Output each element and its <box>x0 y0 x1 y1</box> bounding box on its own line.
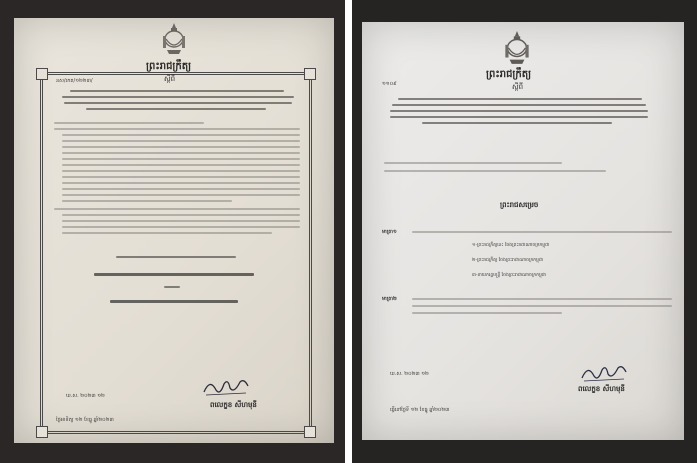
article-2-label: មាត្រា២ <box>382 296 397 302</box>
article-item-2: ២-ព្រះរាជក្រឹត្យ ចែងព្រះរាជាណាចក្រកម្ពុជា <box>472 258 544 263</box>
signer-name: ពលេក្ខខ សីហមុនី <box>578 385 625 393</box>
article-item-1: ១-ព្រះរាជក្រឹត្យនេះ ចែងព្រះរាជាណាចក្រកម្ពុជា <box>472 243 550 248</box>
document-title: ព្រះរាជក្រឹត្យ <box>146 61 192 72</box>
reference-number: ១១០៩ <box>382 81 397 87</box>
date-line: ថ្ងៃអាទិត្យ ១២ ខែធ្នូ ឆ្នាំ២០២៣ <box>56 417 114 423</box>
left-document-sheet <box>14 18 334 443</box>
ornamental-border <box>40 72 312 434</box>
section-heading: ព្រះរាជសម្រេច <box>500 201 539 209</box>
article-item-3: ៣-នាយករដ្ឋមន្ត្រី ចែងព្រះរាជាណាចក្រកម្ពុជា <box>472 273 547 278</box>
signer-name: ពលេក្ខខ សីហមុនី <box>210 401 257 409</box>
right-document-photo <box>352 0 697 463</box>
document-subtitle: ស្ដីពី <box>164 75 176 83</box>
place-date: ឃ.ស. ២០២៣ ១២ <box>390 371 429 377</box>
date-line: ធ្វើនៅថ្ងៃទី ១២ ខែធ្នូ ឆ្នាំ២០២៣ <box>390 407 450 413</box>
document-subtitle: ស្ដីពី <box>512 83 524 91</box>
place-date: ឃ.ស. ២០២៣ ១២ <box>66 393 105 399</box>
reference-number: នស/រកត/១២២៣/ <box>56 78 93 84</box>
royal-emblem-icon <box>160 22 188 56</box>
article-1-label: មាត្រា១ <box>382 229 397 235</box>
left-document-photo <box>0 0 345 463</box>
royal-emblem-icon <box>502 30 532 66</box>
royal-signature <box>202 376 252 402</box>
right-document-sheet <box>362 22 684 440</box>
document-title: ព្រះរាជក្រឹត្យ <box>486 69 532 80</box>
